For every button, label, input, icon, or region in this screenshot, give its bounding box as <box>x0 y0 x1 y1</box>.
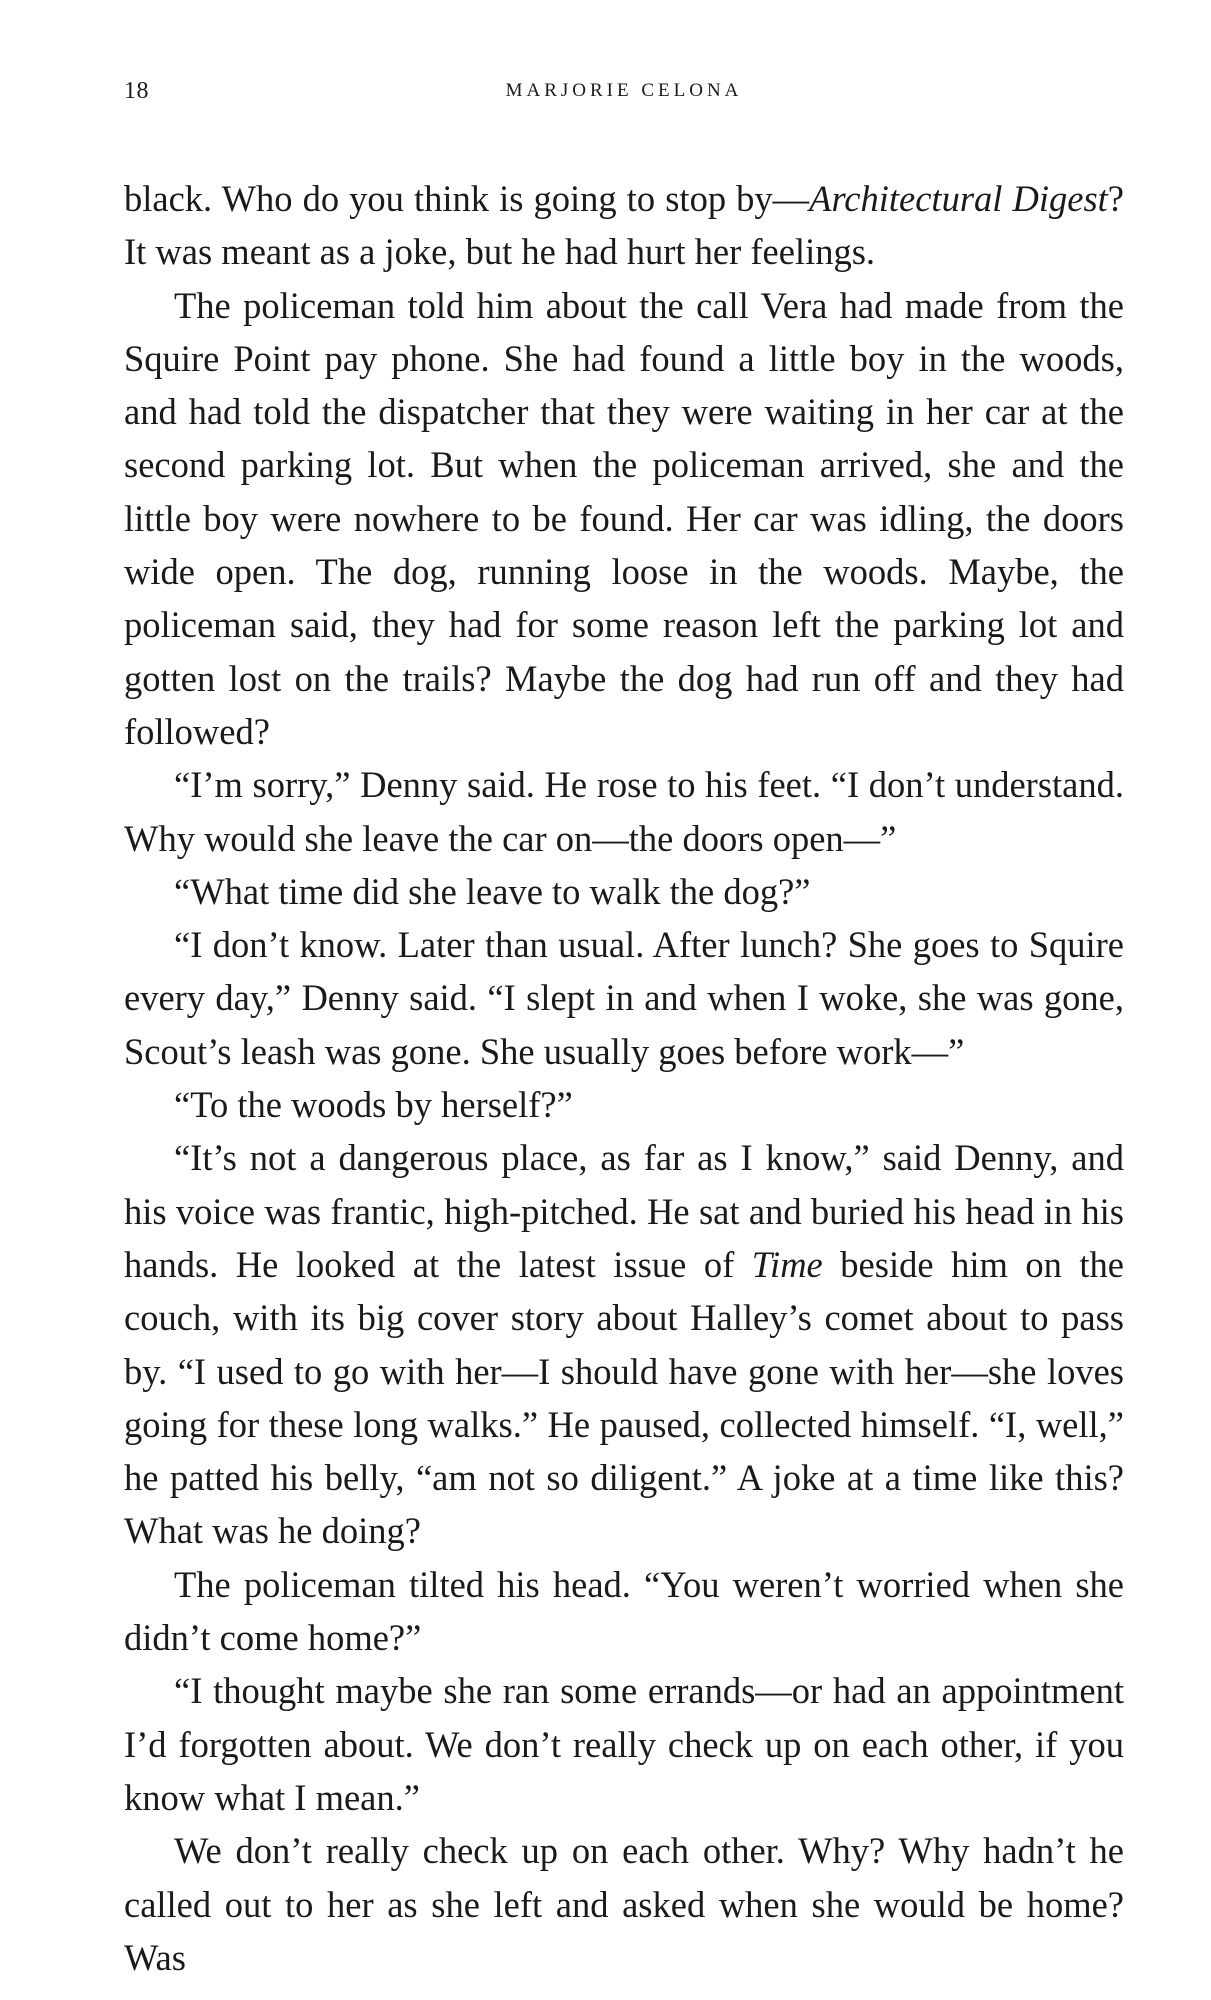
paragraph-text: “I’m sorry,” Denny said. He rose to his feet. “I don’t understand. Why would she leave the car on—the doors open—” <box>124 764 1124 859</box>
paragraph-3 <box>124 758 1124 865</box>
paragraph-text: “To the woods by herself?” <box>174 1084 573 1126</box>
paragraph-6 <box>124 1078 1124 1131</box>
running-head-author: MARJORIE CELONA <box>505 80 743 101</box>
page-number: 18 <box>124 78 149 104</box>
paragraph-text: black. Who do you think is going to stop by— <box>124 178 810 219</box>
paragraph-4 <box>124 865 1124 918</box>
paragraph-1 <box>124 172 1124 279</box>
paragraph-7 <box>124 1131 1124 1557</box>
paragraph-8 <box>124 1558 1124 1665</box>
paragraph-text: “It’s not a dangerous place, as far as I know,” said Denny, and his voice was frantic, high-pitched. He sat and buried his head in his hands. He looked at the latest issue of <box>124 1137 1124 1285</box>
paragraph-9 <box>124 1664 1124 1824</box>
paragraph-text: “I thought maybe she ran some errands—or had an appointment I’d forgotten about. We don’t really check up on each other, if you know what I mean.” <box>124 1670 1124 1818</box>
italic-title: Architectural Digest <box>809 178 1108 219</box>
paragraph-text: The policeman told him about the call Vera had made from the Squire Point pay phone. She had found a little boy in the woods, and had told the dispatcher that they were waiting in her car at the second parking lot. But when the policeman arrived, she and the little boy were nowhere to be found. Her car was idling, the doors wide open. The dog, running loose in the woods. Maybe, the policeman said, they had for some reason left the parking lot and gotten lost on the trails? Maybe the dog had run off and they had followed? <box>124 284 1124 752</box>
body-text <box>124 172 1124 1984</box>
paragraph-text: “I don’t know. Later than usual. After lunch? She goes to Squire every day,” Denny said. “I slept in and when I woke, she was gone, Scout’s leash was gone. She usually goes before work—” <box>124 924 1124 1072</box>
paragraph-text: We don’t really check up on each other. Why? Why hadn’t he called out to her as she left and asked when she would be home? Was <box>124 1830 1124 1978</box>
paragraph-text: “What time did she leave to walk the dog?” <box>174 870 811 912</box>
paragraph-text: The policeman tilted his head. “You weren’t worried when she didn’t come home?” <box>124 1563 1124 1659</box>
paragraph-2 <box>124 279 1124 759</box>
paragraph-5 <box>124 918 1124 1078</box>
paragraph-text: ? It was meant as a joke, but he had hurt her feelings. <box>124 178 1124 273</box>
running-head <box>124 78 1124 108</box>
paragraph-text: beside him on the couch, with its big cover story about Halley’s comet about to pass by. “I used to go with her—I should have gone with her—she loves going for these long walks.” He paused, collected himself. “I, well,” he patted his belly, “am not so diligent.” A joke at a time like this? What was he doing? <box>124 1243 1124 1552</box>
paragraph-10 <box>124 1824 1124 1984</box>
italic-title: Time <box>751 1243 823 1285</box>
